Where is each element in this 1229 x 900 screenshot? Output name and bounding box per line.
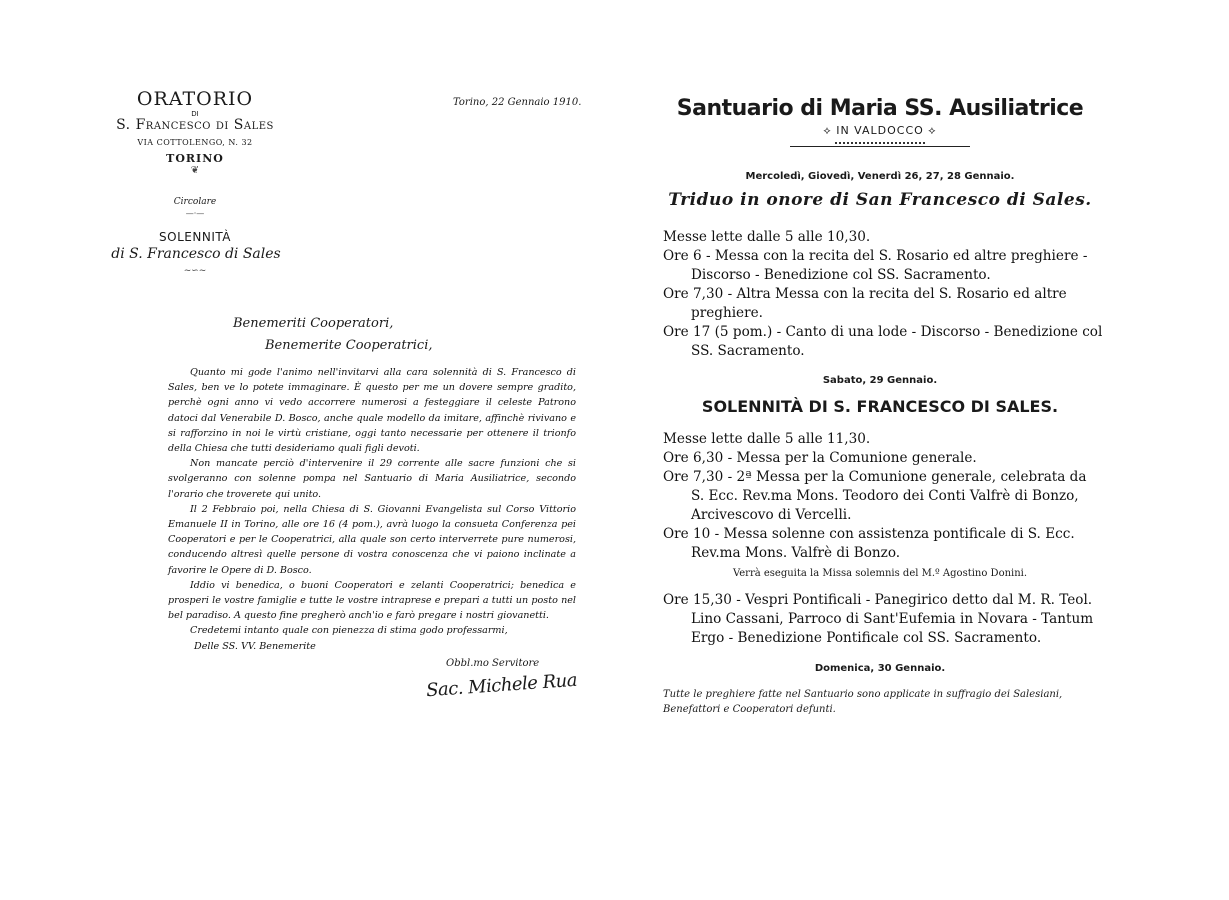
suffragio-note: Tutte le preghiere fatte nel Santuario sono applicate in suffragio dei Salesiani, Benefattori e Cooperatori defunti. <box>663 689 1063 715</box>
schedule-item: Messe lette dalle 5 alle 10,30. <box>663 229 871 245</box>
divider-ornament-icon: —·— <box>185 209 205 218</box>
schedule-item: Ore 7,30 - Altra Messa con la recita del S. Rosario ed altre preghiere. <box>663 286 1067 321</box>
sabato-date: Sabato, 29 Gennaio. <box>822 375 938 386</box>
ornament-icon: ❦ <box>190 165 200 176</box>
letter-body <box>168 365 576 654</box>
salutation-cooperatrici: Benemerite Cooperatrici, <box>265 338 433 353</box>
letter-paragraph: Credetemi intanto quale con pienezza di stima godo professarmi, <box>190 625 508 637</box>
schedule-item: Ore 10 - Messa solenne con assistenza pontificale di S. Ecc. Rev.ma Mons. Valfrè di Bonzo. <box>663 526 1075 561</box>
feast-name: di S. Francesco di Sales <box>111 246 281 262</box>
city: TORINO <box>166 152 224 165</box>
schedule-item: Ore 17 (5 pom.) - Canto di una lode - Discorso - Benedizione col SS. Sacramento. <box>663 324 1103 359</box>
circolare-label: Circolare <box>173 197 217 207</box>
missa-note: Verrà eseguita la Missa solemnis del M.º Agostino Donini. <box>732 568 1028 579</box>
solennita-heading-right: SOLENNITÀ DI S. FRANCESCO DI SALES. <box>701 397 1059 416</box>
signature: Sac. Michele Rua <box>425 669 578 702</box>
triduo-dates: Mercoledì, Giovedì, Venerdì 26, 27, 28 Gennaio. <box>745 171 1015 182</box>
letter-date: Torino, 22 Gennaio 1910. <box>453 97 582 108</box>
domenica-date: Domenica, 30 Gennaio. <box>814 663 946 674</box>
triduo-heading: Triduo in onore di San Francesco di Sales. <box>668 190 1092 210</box>
right-ornament-icon: ⟡ <box>923 124 937 137</box>
flourish-ornament-icon: ~∽~ <box>183 266 207 276</box>
salutation-cooperatori: Benemeriti Cooperatori, <box>233 316 394 331</box>
valdocco-label: IN VALDOCCO <box>836 124 924 137</box>
vespri-schedule <box>663 591 1103 648</box>
solennita-schedule <box>663 430 1103 563</box>
oratorio-heading: ORATORIO <box>136 88 254 110</box>
triduo-schedule <box>663 228 1103 361</box>
schedule-item: Ore 15,30 - Vespri Pontificali - Panegirico detto dal M. R. Teol. Lino Cassani, Parroco di Sant'Eufemia in Novara - Tantum Ergo - Benedizione Pontificale col SS. Sacramento. <box>663 592 1094 646</box>
schedule-item: Ore 6,30 - Messa per la Comunione generale. <box>663 450 977 466</box>
left-page <box>108 70 598 770</box>
santuario-title: Santuario di Maria SS. Ausiliatrice <box>676 96 1084 121</box>
di-small: DI <box>191 110 199 118</box>
letter-paragraph: Il 2 Febbraio poi, nella Chiesa di S. Giovanni Evangelista sul Corso Vittorio Emanuele II in Torino, alle ore 16 (4 pom.), avrà luogo la consueta Conferenza pei Cooperatori e per le Cooperatrici, alla quale son certo interverrete pure numerosi, conducendo altresì quelle persone di vostra conoscenza che vi paiono inclinate a favorire le Opere di D. Bosco. <box>168 503 576 576</box>
dotted-rule <box>835 142 925 144</box>
letter-paragraph: Iddio vi benedica, o buoni Cooperatori e zelanti Cooperatrici; benedica e prosperi le vostre famiglie e tutte le vostre intraprese e prepari a tutti un posto nel bel paradiso. A questo fine pregherò anch'io e farò pregare i nostri giovanetti. <box>168 579 576 622</box>
oratorio-name: S. Francesco di Sales <box>116 117 274 133</box>
solennita-heading: SOLENNITÀ <box>159 230 231 244</box>
letter-paragraph: Quanto mi gode l'animo nell'invitarvi alla cara solennità di S. Francesco di Sales, ben ve lo potete immaginare. È questo per me un dovere sempre gradito, perchè ogni anno vi vedo accorrere numerosi a festeggiare il celeste Patrono datoci dal Venerabile D. Bosco, anche quale modello da imitare, affinchè rivivano e si rafforzino in noi le virtù cristiane, oggi tanto necessarie per ottenere il trionfo della Chiesa che tutti desideriamo quali figli devoti. <box>168 367 576 455</box>
letter-closing: Delle SS. VV. Benemerite <box>194 640 316 652</box>
address: VIA COTTOLENGO, N. 32 <box>137 138 253 147</box>
schedule-item: Ore 6 - Messa con la recita del S. Rosario ed altre preghiere - Discorso - Benedizione col SS. Sacramento. <box>663 248 1088 283</box>
schedule-item: Ore 7,30 - 2ª Messa per la Comunione generale, celebrata da S. Ecc. Rev.ma Mons. Teodoro dei Conti Valfrè di Bonzo, Arcivescovo di Vercelli. <box>663 469 1087 523</box>
rule <box>790 146 970 147</box>
valdocco-subtitle <box>630 124 1130 138</box>
right-page <box>630 70 1130 770</box>
schedule-item: Messe lette dalle 5 alle 11,30. <box>663 431 871 447</box>
left-ornament-icon: ⟡ <box>823 124 837 137</box>
servitore-label: Obbl.mo Servitore <box>446 658 540 669</box>
letter-paragraph: Non mancate perciò d'intervenire il 29 corrente alle sacre funzioni che si svolgeranno con solenne pompa nel Santuario di Maria Ausiliatrice, secondo l'orario che troverete qui unito. <box>168 458 576 500</box>
